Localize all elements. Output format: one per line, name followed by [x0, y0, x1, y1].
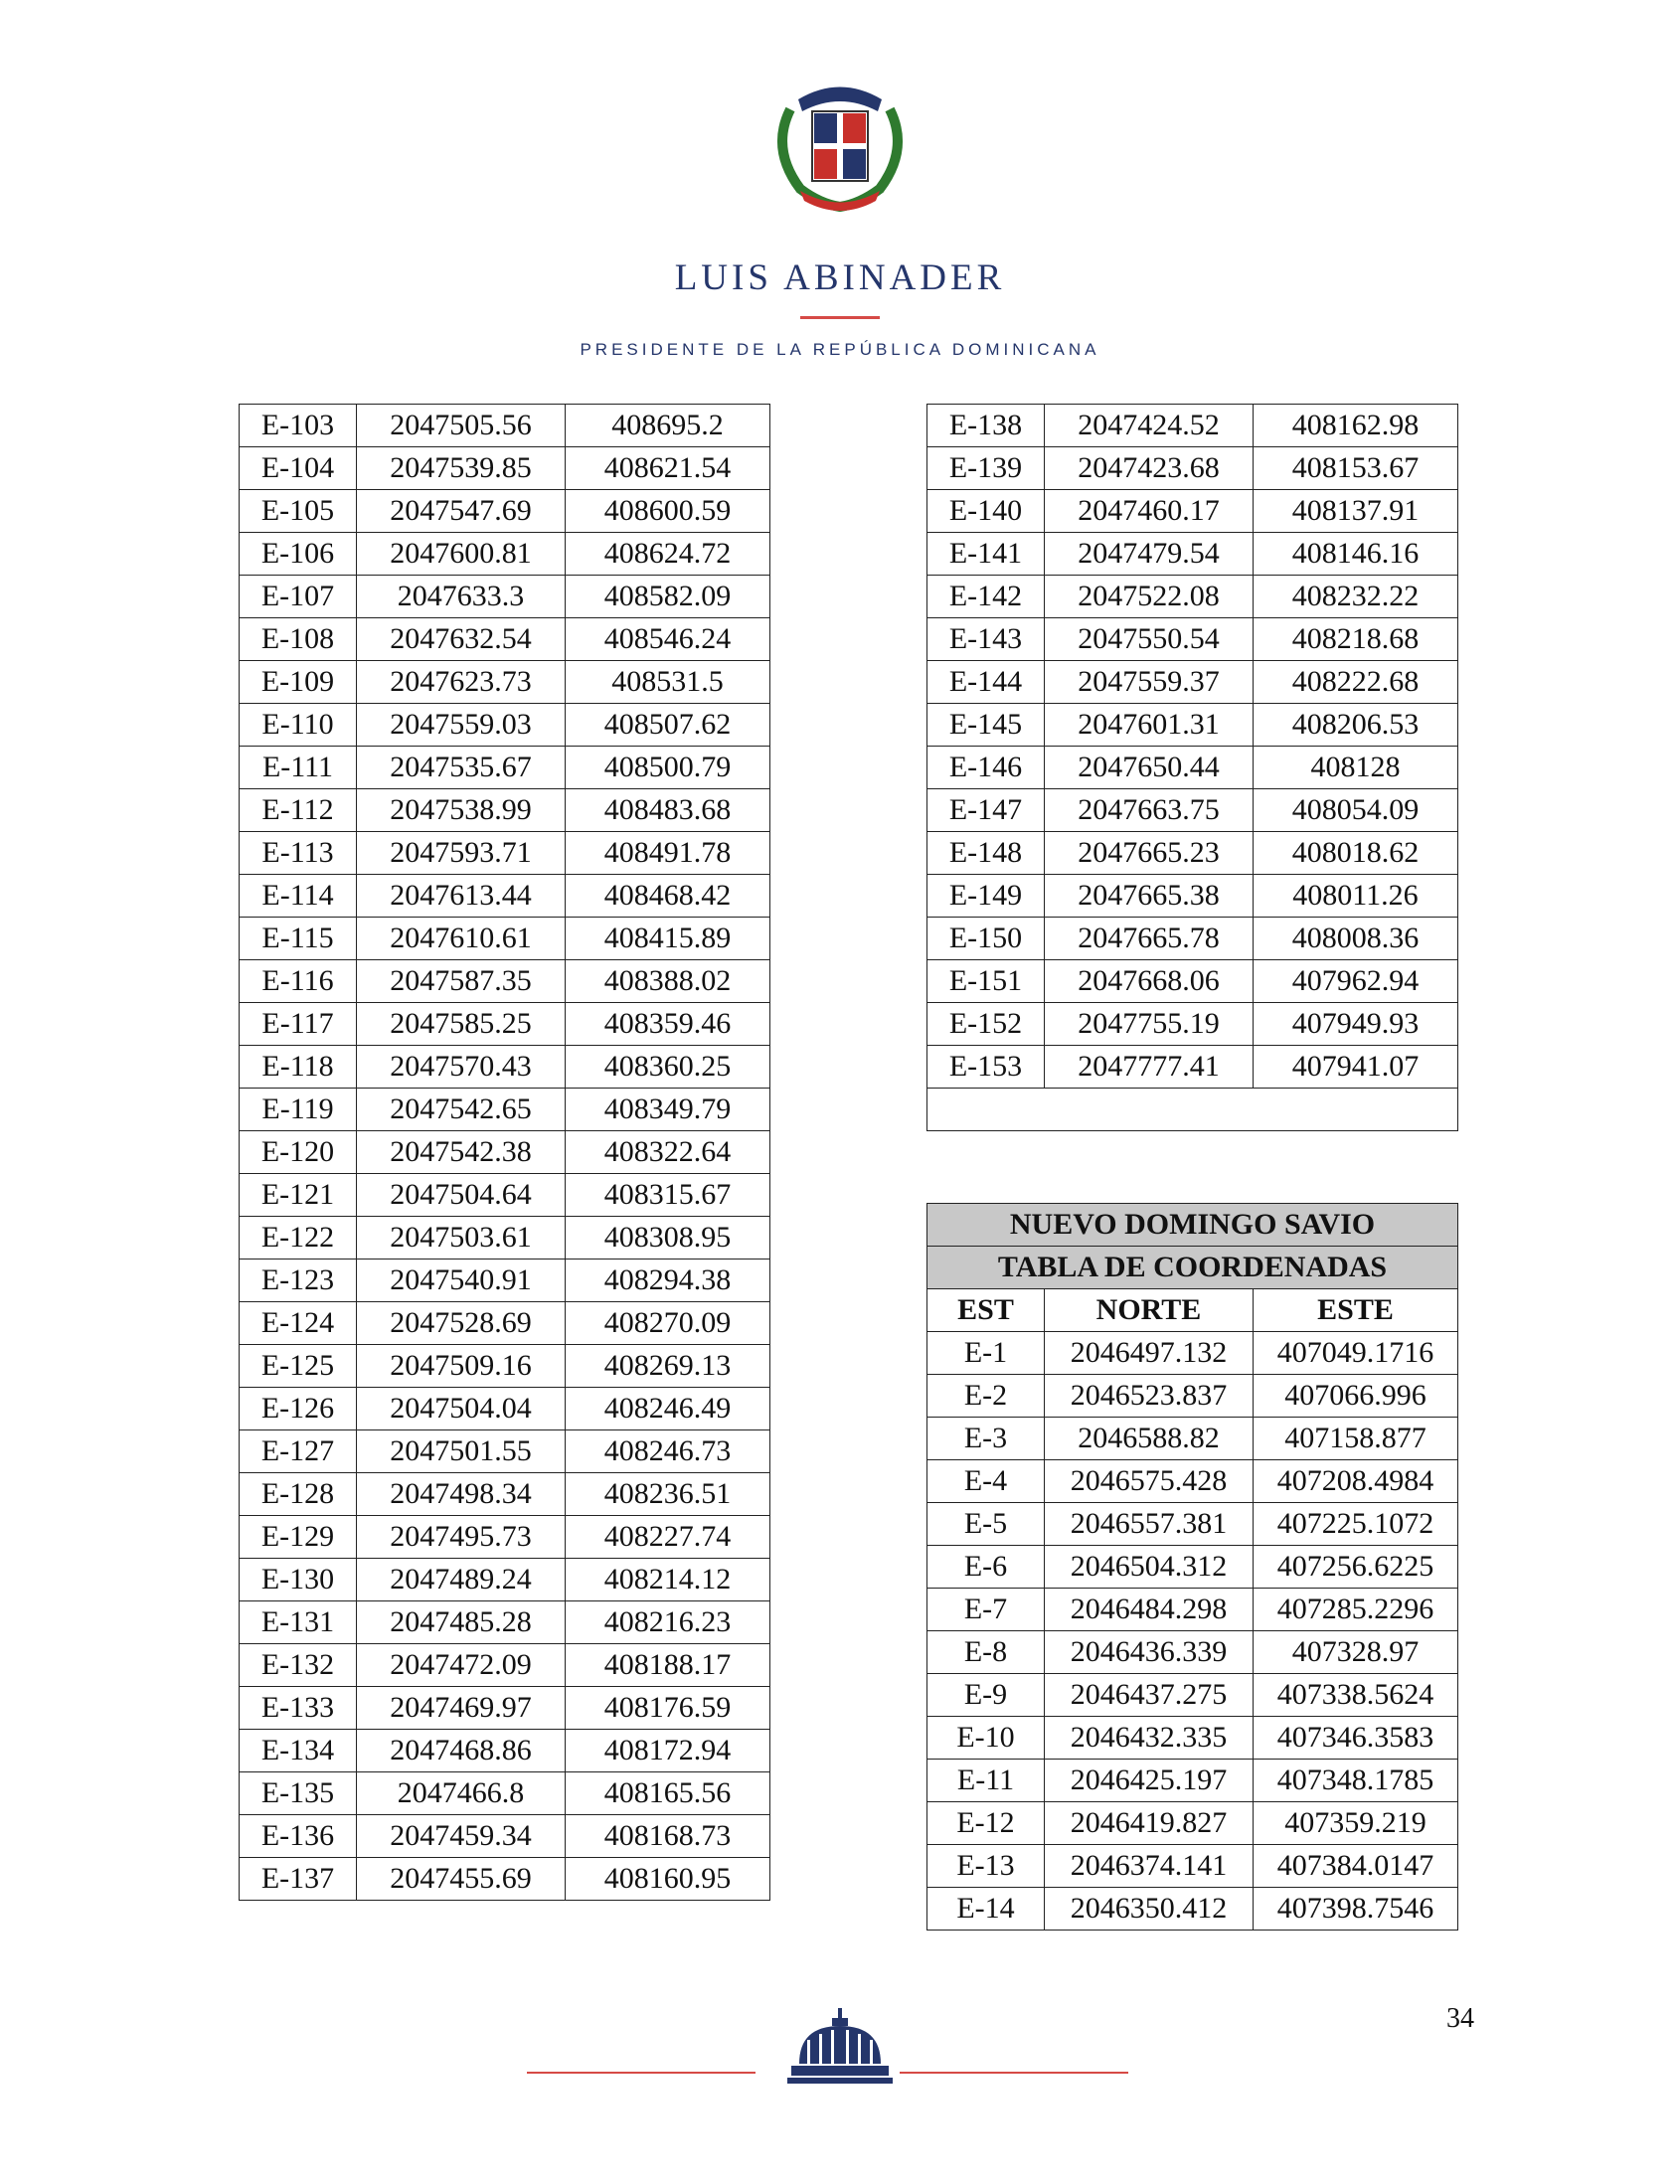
cell-este: 408008.36: [1254, 918, 1458, 960]
cell-est: E-133: [240, 1687, 357, 1730]
table-row: [240, 1302, 770, 1345]
table-row: [240, 747, 770, 789]
cell-este: 408160.95: [566, 1858, 770, 1901]
cell-este: 408546.24: [566, 618, 770, 661]
table-subtitle: TABLA DE COORDENADAS: [927, 1247, 1458, 1289]
cell-norte: 2047455.69: [357, 1858, 566, 1901]
cell-norte: 2047505.56: [357, 405, 566, 447]
cell-este: 408153.67: [1254, 447, 1458, 490]
table-row: [927, 1888, 1458, 1931]
cell-este: 407285.2296: [1254, 1589, 1458, 1631]
table-row: [927, 1460, 1458, 1503]
cell-est: E-125: [240, 1345, 357, 1388]
cell-este: 408137.91: [1254, 490, 1458, 533]
table-row: [927, 533, 1458, 576]
table-row: [240, 1003, 770, 1046]
column-header-est: EST: [927, 1289, 1045, 1332]
table-row: [240, 704, 770, 747]
cell-norte: 2046523.837: [1045, 1375, 1254, 1418]
table-row: [240, 875, 770, 918]
cell-este: 407398.7546: [1254, 1888, 1458, 1931]
cell-norte: 2047665.78: [1045, 918, 1254, 960]
cell-norte: 2047509.16: [357, 1345, 566, 1388]
cell-est: E-2: [927, 1375, 1045, 1418]
cell-est: E-142: [927, 576, 1045, 618]
cell-est: E-130: [240, 1559, 357, 1601]
cell-norte: 2047542.38: [357, 1131, 566, 1174]
table-title: NUEVO DOMINGO SAVIO: [927, 1204, 1458, 1247]
cell-este: 408011.26: [1254, 875, 1458, 918]
cell-est: E-11: [927, 1760, 1045, 1802]
cell-norte: 2047570.43: [357, 1046, 566, 1089]
cell-norte: 2047538.99: [357, 789, 566, 832]
cell-est: E-113: [240, 832, 357, 875]
table-row: [927, 704, 1458, 747]
table-row: [240, 1174, 770, 1217]
cell-este: 408621.54: [566, 447, 770, 490]
cell-norte: 2047498.34: [357, 1473, 566, 1516]
cell-norte: 2047489.24: [357, 1559, 566, 1601]
cell-est: E-120: [240, 1131, 357, 1174]
table-row: [240, 1644, 770, 1687]
cell-norte: 2047665.38: [1045, 875, 1254, 918]
cell-norte: 2047504.64: [357, 1174, 566, 1217]
cell-est: E-138: [927, 405, 1045, 447]
cell-norte: 2046497.132: [1045, 1332, 1254, 1375]
cell-est: E-141: [927, 533, 1045, 576]
table-row: [927, 1674, 1458, 1717]
cell-est: E-136: [240, 1815, 357, 1858]
cell-est: E-12: [927, 1802, 1045, 1845]
cell-est: E-134: [240, 1730, 357, 1772]
table-row: [240, 1858, 770, 1901]
cell-norte: 2046350.412: [1045, 1888, 1254, 1931]
table-row: [240, 1217, 770, 1260]
table-row: [927, 918, 1458, 960]
cell-norte: 2047504.04: [357, 1388, 566, 1430]
cell-norte: 2047665.23: [1045, 832, 1254, 875]
table-row: [240, 1516, 770, 1559]
cell-est: E-109: [240, 661, 357, 704]
cell-este: 407049.1716: [1254, 1332, 1458, 1375]
cell-este: 408218.68: [1254, 618, 1458, 661]
cell-norte: 2047755.19: [1045, 1003, 1254, 1046]
table-row: [240, 1687, 770, 1730]
cell-este: 407225.1072: [1254, 1503, 1458, 1546]
palace-dome-icon: [785, 2006, 895, 2090]
cell-est: E-146: [927, 747, 1045, 789]
cell-est: E-103: [240, 405, 357, 447]
table-row: [927, 1631, 1458, 1674]
cell-este: 407962.94: [1254, 960, 1458, 1003]
cell-este: 408176.59: [566, 1687, 770, 1730]
cell-est: E-3: [927, 1418, 1045, 1460]
cell-est: E-139: [927, 447, 1045, 490]
cell-norte: 2047585.25: [357, 1003, 566, 1046]
table-row: [240, 918, 770, 960]
table-row: [927, 1845, 1458, 1888]
empty-cell: [927, 1089, 1458, 1131]
cell-norte: 2047600.81: [357, 533, 566, 576]
table-row: [927, 1717, 1458, 1760]
cell-este: 408222.68: [1254, 661, 1458, 704]
cell-este: 408695.2: [566, 405, 770, 447]
table-row: [240, 789, 770, 832]
cell-este: 407256.6225: [1254, 1546, 1458, 1589]
table-row: [240, 661, 770, 704]
table-row: [240, 576, 770, 618]
table-row: [927, 661, 1458, 704]
table-subtitle-row: [927, 1247, 1458, 1289]
cell-este: 407066.996: [1254, 1375, 1458, 1418]
cell-norte: 2047528.69: [357, 1302, 566, 1345]
cell-est: E-108: [240, 618, 357, 661]
cell-este: 408483.68: [566, 789, 770, 832]
table-row: [240, 1559, 770, 1601]
table-row: [240, 1388, 770, 1430]
cell-est: E-140: [927, 490, 1045, 533]
cell-norte: 2047632.54: [357, 618, 566, 661]
cell-este: 408162.98: [1254, 405, 1458, 447]
cell-est: E-114: [240, 875, 357, 918]
cell-est: E-13: [927, 1845, 1045, 1888]
cell-este: 407348.1785: [1254, 1760, 1458, 1802]
table-row: [240, 533, 770, 576]
table-row: [927, 576, 1458, 618]
cell-est: E-8: [927, 1631, 1045, 1674]
table-row: [927, 1802, 1458, 1845]
cell-norte: 2046504.312: [1045, 1546, 1254, 1589]
cell-este: 408168.73: [566, 1815, 770, 1858]
cell-est: E-129: [240, 1516, 357, 1559]
cell-norte: 2047468.86: [357, 1730, 566, 1772]
cell-est: E-117: [240, 1003, 357, 1046]
table-row: [240, 1430, 770, 1473]
cell-norte: 2047466.8: [357, 1772, 566, 1815]
table-row: [240, 1815, 770, 1858]
table-row: [240, 405, 770, 447]
table-row: [240, 1131, 770, 1174]
table-row: [927, 1546, 1458, 1589]
cell-est: E-147: [927, 789, 1045, 832]
cell-norte: 2046436.339: [1045, 1631, 1254, 1674]
cell-est: E-112: [240, 789, 357, 832]
table-row: [240, 1260, 770, 1302]
table-row: [927, 1503, 1458, 1546]
cell-est: E-152: [927, 1003, 1045, 1046]
table-row: [927, 747, 1458, 789]
table-row: [240, 490, 770, 533]
cell-est: E-4: [927, 1460, 1045, 1503]
cell-este: 408128: [1254, 747, 1458, 789]
cell-este: 408188.17: [566, 1644, 770, 1687]
cell-norte: 2047522.08: [1045, 576, 1254, 618]
table-row: [240, 1089, 770, 1131]
cell-norte: 2047593.71: [357, 832, 566, 875]
cell-este: 408624.72: [566, 533, 770, 576]
cell-norte: 2047423.68: [1045, 447, 1254, 490]
cell-est: E-132: [240, 1644, 357, 1687]
cell-norte: 2047559.37: [1045, 661, 1254, 704]
cell-este: 408214.12: [566, 1559, 770, 1601]
cell-este: 408294.38: [566, 1260, 770, 1302]
cell-est: E-119: [240, 1089, 357, 1131]
cell-este: 408349.79: [566, 1089, 770, 1131]
cell-este: 407328.97: [1254, 1631, 1458, 1674]
table-header-row: [927, 1289, 1458, 1332]
cell-norte: 2047613.44: [357, 875, 566, 918]
cell-este: 407949.93: [1254, 1003, 1458, 1046]
cell-est: E-135: [240, 1772, 357, 1815]
cell-este: 407359.219: [1254, 1802, 1458, 1845]
cell-norte: 2047535.67: [357, 747, 566, 789]
table-row: [240, 1772, 770, 1815]
table-row: [240, 960, 770, 1003]
cell-este: 408232.22: [1254, 576, 1458, 618]
president-name: LUIS ABINADER: [674, 257, 1006, 298]
cell-este: 408269.13: [566, 1345, 770, 1388]
cell-est: E-144: [927, 661, 1045, 704]
cell-este: 407941.07: [1254, 1046, 1458, 1089]
name-underline: [800, 316, 880, 319]
cell-est: E-115: [240, 918, 357, 960]
table-row: [240, 1046, 770, 1089]
cell-este: 408468.42: [566, 875, 770, 918]
cell-este: 408388.02: [566, 960, 770, 1003]
cell-norte: 2047663.75: [1045, 789, 1254, 832]
cell-norte: 2046575.428: [1045, 1460, 1254, 1503]
cell-est: E-150: [927, 918, 1045, 960]
cell-este: 408227.74: [566, 1516, 770, 1559]
footer-rule-right: [900, 2072, 1128, 2074]
cell-est: E-123: [240, 1260, 357, 1302]
cell-est: E-110: [240, 704, 357, 747]
cell-est: E-143: [927, 618, 1045, 661]
cell-este: 408216.23: [566, 1601, 770, 1644]
cell-norte: 2047503.61: [357, 1217, 566, 1260]
page-number: 34: [1446, 2003, 1474, 2034]
cell-norte: 2047539.85: [357, 447, 566, 490]
cell-este: 408600.59: [566, 490, 770, 533]
cell-norte: 2046419.827: [1045, 1802, 1254, 1845]
cell-este: 408315.67: [566, 1174, 770, 1217]
cell-norte: 2047459.34: [357, 1815, 566, 1858]
empty-row: [927, 1089, 1458, 1131]
coordinates-table-left: [239, 404, 770, 1901]
table-row: [927, 1418, 1458, 1460]
cell-este: 408206.53: [1254, 704, 1458, 747]
cell-est: E-126: [240, 1388, 357, 1430]
cell-norte: 2047547.69: [357, 490, 566, 533]
cell-norte: 2047668.06: [1045, 960, 1254, 1003]
cell-est: E-121: [240, 1174, 357, 1217]
president-title: PRESIDENTE DE LA REPÚBLICA DOMINICANA: [580, 340, 1100, 359]
cell-est: E-151: [927, 960, 1045, 1003]
cell-norte: 2047633.3: [357, 576, 566, 618]
cell-norte: 2046374.141: [1045, 1845, 1254, 1888]
table-row: [927, 1375, 1458, 1418]
cell-norte: 2047472.09: [357, 1644, 566, 1687]
cell-norte: 2046425.197: [1045, 1760, 1254, 1802]
table-row: [240, 1601, 770, 1644]
cell-norte: 2046484.298: [1045, 1589, 1254, 1631]
table-row: [927, 875, 1458, 918]
cell-est: E-122: [240, 1217, 357, 1260]
table-row: [927, 1332, 1458, 1375]
cell-est: E-131: [240, 1601, 357, 1644]
nuevo-domingo-savio-table: [926, 1203, 1458, 1931]
cell-est: E-107: [240, 576, 357, 618]
cell-est: E-148: [927, 832, 1045, 875]
cell-este: 408246.73: [566, 1430, 770, 1473]
cell-norte: 2047542.65: [357, 1089, 566, 1131]
cell-est: E-104: [240, 447, 357, 490]
cell-norte: 2047460.17: [1045, 490, 1254, 533]
table-row: [927, 1046, 1458, 1089]
table-row: [240, 1473, 770, 1516]
cell-est: E-145: [927, 704, 1045, 747]
table-row: [927, 1760, 1458, 1802]
table-row: [927, 960, 1458, 1003]
cell-norte: 2047469.97: [357, 1687, 566, 1730]
cell-est: E-124: [240, 1302, 357, 1345]
table-row: [927, 1589, 1458, 1631]
cell-est: E-116: [240, 960, 357, 1003]
cell-este: 407384.0147: [1254, 1845, 1458, 1888]
cell-est: E-118: [240, 1046, 357, 1089]
cell-este: 408246.49: [566, 1388, 770, 1430]
cell-norte: 2047495.73: [357, 1516, 566, 1559]
cell-est: E-149: [927, 875, 1045, 918]
cell-norte: 2047540.91: [357, 1260, 566, 1302]
table-row: [927, 405, 1458, 447]
cell-est: E-106: [240, 533, 357, 576]
column-header-este: ESTE: [1254, 1289, 1458, 1332]
cell-est: E-5: [927, 1503, 1045, 1546]
table-row: [240, 618, 770, 661]
footer-rule-left: [527, 2072, 756, 2074]
cell-este: 408054.09: [1254, 789, 1458, 832]
cell-este: 408018.62: [1254, 832, 1458, 875]
cell-este: 408172.94: [566, 1730, 770, 1772]
cell-este: 408322.64: [566, 1131, 770, 1174]
cell-est: E-14: [927, 1888, 1045, 1931]
cell-este: 408236.51: [566, 1473, 770, 1516]
cell-este: 408491.78: [566, 832, 770, 875]
cell-norte: 2046557.381: [1045, 1503, 1254, 1546]
cell-este: 407346.3583: [1254, 1717, 1458, 1760]
cell-este: 408308.95: [566, 1217, 770, 1260]
cell-este: 408360.25: [566, 1046, 770, 1089]
cell-est: E-128: [240, 1473, 357, 1516]
table-row: [927, 1003, 1458, 1046]
cell-este: 408146.16: [1254, 533, 1458, 576]
cell-norte: 2047479.54: [1045, 533, 1254, 576]
cell-norte: 2046588.82: [1045, 1418, 1254, 1460]
cell-este: 408359.46: [566, 1003, 770, 1046]
cell-est: E-127: [240, 1430, 357, 1473]
coordinates-table-right: [926, 404, 1458, 1131]
cell-este: 408165.56: [566, 1772, 770, 1815]
cell-norte: 2047601.31: [1045, 704, 1254, 747]
cell-norte: 2047501.55: [357, 1430, 566, 1473]
cell-est: E-7: [927, 1589, 1045, 1631]
cell-este: 408500.79: [566, 747, 770, 789]
cell-est: E-10: [927, 1717, 1045, 1760]
cell-est: E-6: [927, 1546, 1045, 1589]
cell-norte: 2047623.73: [357, 661, 566, 704]
table-row: [927, 490, 1458, 533]
table-row: [927, 447, 1458, 490]
table-title-row: [927, 1204, 1458, 1247]
table-row: [240, 1345, 770, 1388]
column-header-norte: NORTE: [1045, 1289, 1254, 1332]
cell-est: E-137: [240, 1858, 357, 1901]
cell-norte: 2047559.03: [357, 704, 566, 747]
cell-este: 408531.5: [566, 661, 770, 704]
cell-este: 408270.09: [566, 1302, 770, 1345]
cell-est: E-153: [927, 1046, 1045, 1089]
cell-est: E-111: [240, 747, 357, 789]
table-row: [927, 832, 1458, 875]
cell-norte: 2046437.275: [1045, 1674, 1254, 1717]
cell-norte: 2047777.41: [1045, 1046, 1254, 1089]
table-row: [927, 618, 1458, 661]
cell-est: E-105: [240, 490, 357, 533]
cell-norte: 2047424.52: [1045, 405, 1254, 447]
cell-est: E-1: [927, 1332, 1045, 1375]
cell-norte: 2047550.54: [1045, 618, 1254, 661]
coat-of-arms-icon: [760, 70, 920, 219]
cell-est: E-9: [927, 1674, 1045, 1717]
cell-este: 407338.5624: [1254, 1674, 1458, 1717]
cell-norte: 2047485.28: [357, 1601, 566, 1644]
cell-este: 408582.09: [566, 576, 770, 618]
table-row: [927, 789, 1458, 832]
table-row: [240, 832, 770, 875]
table-row: [240, 1730, 770, 1772]
cell-este: 408415.89: [566, 918, 770, 960]
cell-este: 407208.4984: [1254, 1460, 1458, 1503]
cell-norte: 2047610.61: [357, 918, 566, 960]
cell-norte: 2046432.335: [1045, 1717, 1254, 1760]
cell-este: 408507.62: [566, 704, 770, 747]
table-row: [240, 447, 770, 490]
cell-este: 407158.877: [1254, 1418, 1458, 1460]
cell-norte: 2047587.35: [357, 960, 566, 1003]
cell-norte: 2047650.44: [1045, 747, 1254, 789]
